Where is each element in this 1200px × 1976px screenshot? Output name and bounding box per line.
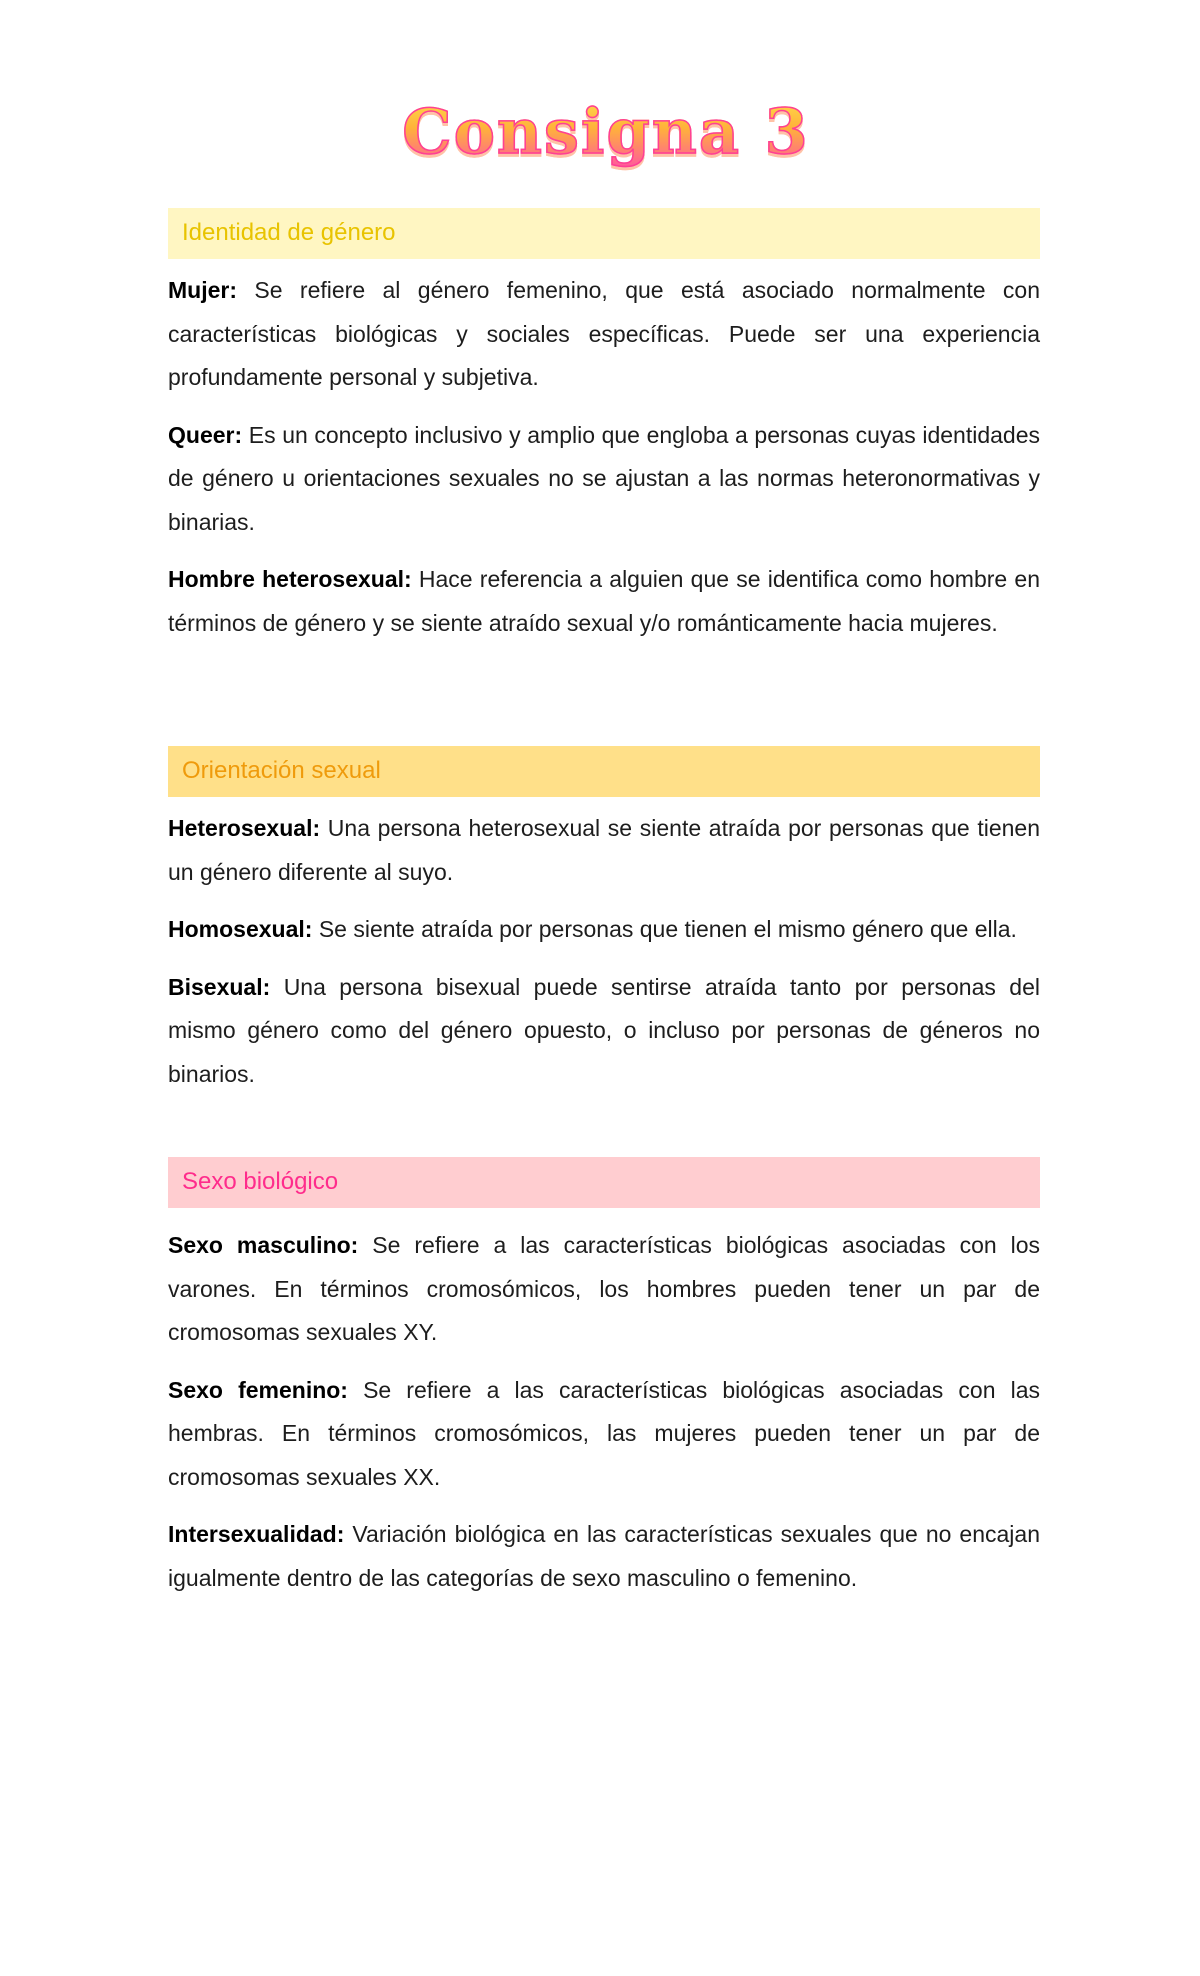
- definition-term: Hombre heterosexual:: [168, 566, 412, 592]
- definition-text: Se siente atraída por personas que tienen el mismo género que ella.: [312, 916, 1017, 942]
- section-heading: Sexo biológico: [168, 1157, 1040, 1208]
- section-heading: Orientación sexual: [168, 746, 1040, 797]
- definition-text: Hace referencia a alguien que se identifica como hombre en términos de género y se siente atraído sexual y/o románticamente hacia mujeres.: [168, 566, 1040, 636]
- page-title: Consigna 3: [0, 92, 1200, 172]
- definition-term: Intersexualidad:: [168, 1521, 345, 1547]
- definition-text: Una persona bisexual puede sentirse atraída tanto por personas del mismo género como del género opuesto, o incluso por personas de géneros no binarios.: [168, 973, 1040, 1087]
- definition-text: Se refiere a las características biológicas asociadas con los varones. En términos cromosómicos, los hombres pueden tener un par de cromosomas sexuales XY.: [168, 1232, 1040, 1345]
- definition-queer: [168, 414, 1040, 545]
- definition-bisexual: [168, 966, 1040, 1097]
- definition-term: Heterosexual:: [168, 815, 321, 841]
- definition-text: Se refiere al género femenino, que está asociado normalmente con características biológicas y sociales específicas. Puede ser una experiencia profundamente personal y subjetiva.: [168, 277, 1040, 390]
- definition-sexo-masculino: [168, 1224, 1040, 1355]
- definition-term: Sexo femenino:: [168, 1376, 348, 1403]
- definition-intersexualidad: [168, 1513, 1040, 1600]
- definition-term: Queer:: [168, 421, 243, 448]
- definition-heterosexual: [168, 807, 1040, 894]
- definition-sexo-femenino: [168, 1369, 1040, 1500]
- definition-term: Sexo masculino:: [168, 1232, 359, 1258]
- definition-homosexual: [168, 908, 1040, 952]
- definition-text: Es un concepto inclusivo y amplio que engloba a personas cuyas identidades de género u orientaciones sexuales no se ajustan a las normas heteronormativas y binarias.: [168, 421, 1040, 535]
- definition-term: Homosexual:: [168, 916, 313, 942]
- definition-text: Una persona heterosexual se siente atraída por personas que tienen un género diferente al suyo.: [168, 815, 1040, 885]
- section-sexo-biologico: [168, 1157, 1040, 1600]
- definition-term: Bisexual:: [168, 973, 271, 1000]
- definition-term: Mujer:: [168, 277, 237, 303]
- definition-text: Se refiere a las características biológicas asociadas con las hembras. En términos cromosómicos, las mujeres pueden tener un par de cromosomas sexuales XX.: [168, 1376, 1040, 1490]
- definition-hombre-heterosexual: [168, 558, 1040, 645]
- section-heading: Identidad de género: [168, 208, 1040, 259]
- section-orientacion-sexual: [168, 746, 1040, 1096]
- definition-mujer: [168, 269, 1040, 400]
- definition-text: Variación biológica en las características sexuales que no encajan igualmente dentro de las categorías de sexo masculino o femenino.: [168, 1521, 1040, 1591]
- section-identidad-de-genero: [168, 208, 1040, 645]
